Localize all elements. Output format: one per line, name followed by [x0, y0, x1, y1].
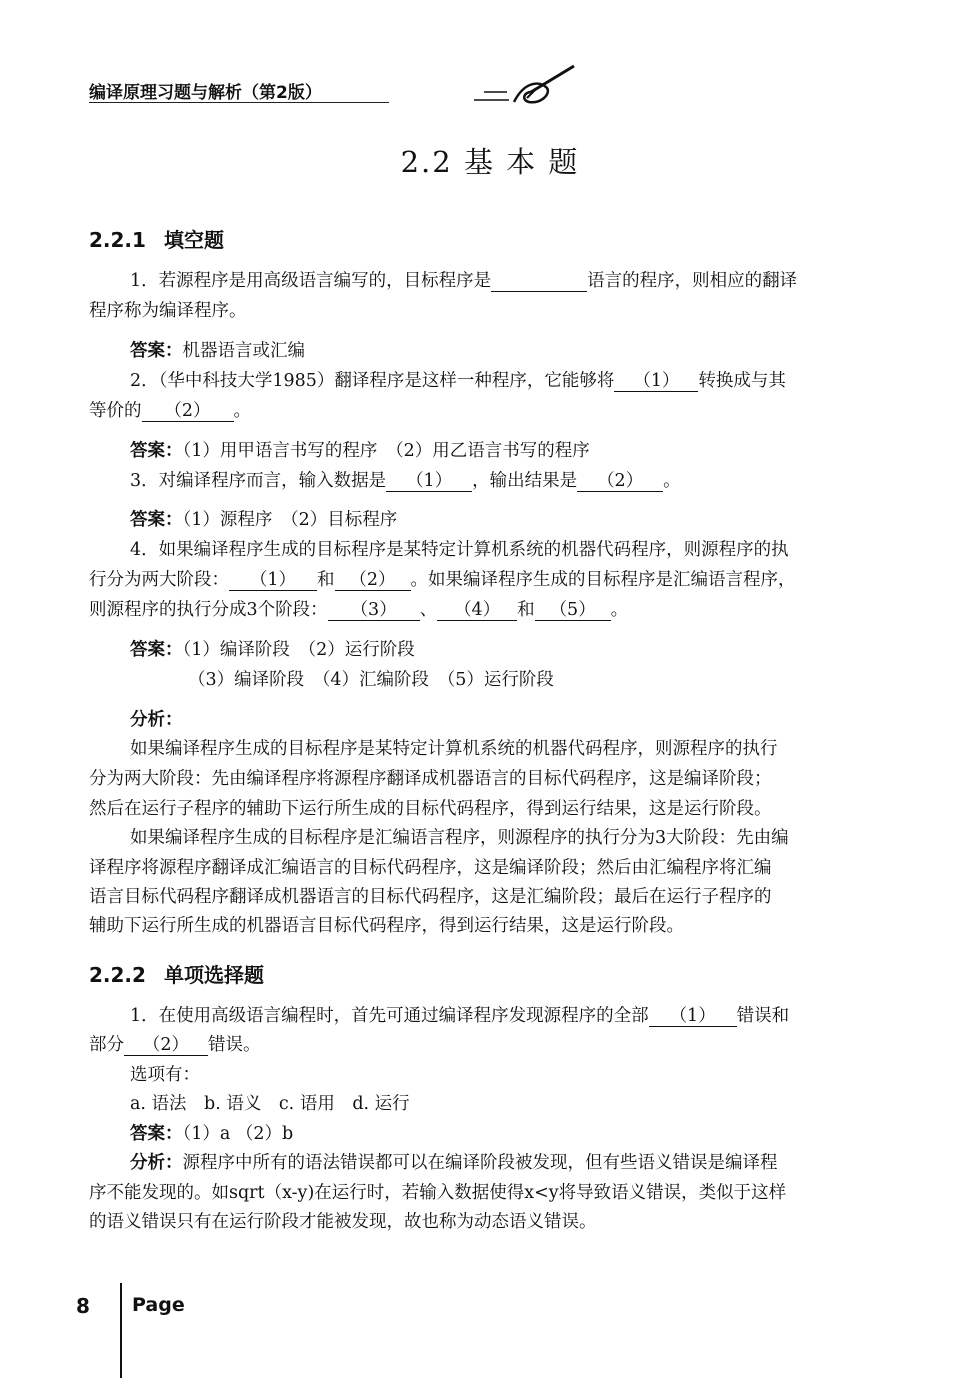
answer-text: 机器语言或汇编: [182, 341, 305, 361]
blank-1: （1）: [614, 373, 698, 392]
text: 和: [317, 570, 335, 590]
q1-line-2: 程序称为编译程序。: [89, 301, 247, 321]
pen-writing-icon: [469, 62, 579, 112]
q1-answer: [130, 343, 305, 361]
q2-line-1: [130, 373, 786, 392]
text: 、: [419, 600, 438, 620]
running-header: [89, 76, 489, 106]
q4-analysis-label: 分析：: [130, 710, 183, 730]
s1-options-label: 选项有：: [130, 1065, 200, 1085]
subsection-number: 2.2.1: [89, 228, 146, 252]
page-number: 8: [76, 1294, 90, 1318]
blank-1: （1）: [386, 473, 472, 492]
q2-line-2: [89, 403, 251, 422]
q4-analysis-line-2: 分为两大阶段：先由编译程序将源程序翻译成机器语言的目标代码程序，这是编译阶段；: [89, 769, 772, 789]
q4-answer-2: （3）编译阶段 （4）汇编阶段 （5）运行阶段: [188, 670, 554, 690]
subsection-title: 填空题: [163, 228, 224, 252]
text: 语言的程序，则相应的翻译: [587, 271, 798, 291]
text: 1．在使用高级语言编程时，首先可通过编译程序发现源程序的全部: [130, 1006, 649, 1026]
text: 错误和: [736, 1006, 790, 1026]
subsection-heading-single-choice: [89, 959, 264, 988]
text: 和: [517, 600, 535, 620]
answer-label: 答案：: [130, 1124, 183, 1144]
text: ，输出结果是: [472, 471, 578, 491]
analysis-text: 源程序中所有的语法错误都可以在编译阶段被发现，但有些语义错误是编译程: [182, 1153, 778, 1173]
q4-line-1: 4．如果编译程序生成的目标程序是某特定计算机系统的机器代码程序，则源程序的执: [130, 540, 789, 560]
q3-line-1: [130, 473, 681, 492]
q4-analysis-line-1: 如果编译程序生成的目标程序是某特定计算机系统的机器代码程序，则源程序的执行: [130, 739, 778, 759]
q4-answer-1: [130, 642, 415, 660]
blank-2: （2）: [335, 572, 411, 591]
s1-answer: [130, 1126, 293, 1144]
blank-5: （5）: [535, 602, 611, 621]
blank-2: （2）: [142, 403, 234, 422]
text: 行分为两大阶段：: [89, 570, 229, 590]
blank-2: （2）: [124, 1037, 208, 1056]
q4-analysis-line-6: 语言目标代码程序翻译成机器语言的目标代码程序，这是汇编阶段；最后在运行子程序的: [89, 887, 772, 907]
q4-line-2: [89, 572, 796, 591]
answer-text: （1）编译阶段 （2）运行阶段: [182, 640, 415, 660]
answer-text: （1）源程序 （2）目标程序: [182, 510, 398, 530]
q4-analysis-line-3: 然后在运行子程序的辅助下运行所生成的目标代码程序，得到运行结果，这是运行阶段。: [89, 799, 772, 819]
page-label: Page: [132, 1294, 185, 1316]
s1-line-2: [89, 1037, 261, 1056]
q2-answer: [130, 443, 590, 461]
answer-label: 答案：: [130, 441, 183, 461]
header-rule: [89, 102, 389, 103]
text: 则源程序的执行分成3个阶段：: [89, 600, 328, 620]
q4-analysis-line-7: 辅助下运行所生成的机器语言目标代码程序，得到运行结果，这是运行阶段。: [89, 916, 684, 936]
s1-line-1: [130, 1008, 789, 1027]
footer-divider: [120, 1283, 122, 1378]
text: 等价的: [89, 401, 142, 421]
q4-analysis-line-4: 如果编译程序生成的目标程序是汇编语言程序，则源程序的执行分为3大阶段：先由编: [130, 828, 789, 848]
section-title: 2.2 基 本 题: [400, 145, 580, 179]
s1-analysis-line-2: 序不能发现的。如sqrt（x-y)在运行时，若输入数据使得x<y将导致语义错误，类似于这样: [89, 1183, 787, 1203]
text: 。如果编译程序生成的目标程序是汇编语言程序，: [410, 570, 796, 590]
blank-2: （2）: [577, 473, 663, 492]
blank: [491, 273, 587, 292]
subsection-title: 单项选择题: [163, 963, 264, 987]
q1-line-1: [130, 273, 797, 292]
s1-analysis-line-3: 的语义错误只有在运行阶段才能被发现，故也称为动态语义错误。: [89, 1212, 597, 1232]
text: 错误。: [208, 1035, 261, 1055]
s1-options: a. 语法 b. 语义 c. 语用 d. 运行: [130, 1094, 410, 1114]
text: 2．（华中科技大学1985）翻译程序是这样一种程序，它能够将: [130, 371, 615, 391]
text: 。: [610, 600, 629, 620]
q4-line-3: [89, 602, 628, 621]
text: 部分: [89, 1035, 124, 1055]
text: 3．对编译程序而言，输入数据是: [130, 471, 387, 491]
analysis-label: 分析：: [130, 1153, 183, 1173]
text: 。: [663, 471, 681, 491]
text: 转换成与其: [698, 371, 786, 391]
q4-analysis-line-5: 译程序将源程序翻译成汇编语言的目标代码程序，这是编译阶段；然后由汇编程序将汇编: [89, 858, 772, 878]
q3-answer: [130, 512, 397, 530]
answer-label: 答案：: [130, 640, 183, 660]
blank-1: （1）: [229, 572, 317, 591]
answer-label: 答案：: [130, 510, 183, 530]
answer-text: （1）用甲语言书写的程序 （2）用乙语言书写的程序: [182, 441, 590, 461]
s1-analysis-line-1: [130, 1155, 778, 1173]
subsection-heading-fill-blank: [89, 224, 224, 253]
blank-1: （1）: [649, 1008, 737, 1027]
answer-label: 答案：: [130, 341, 183, 361]
book-title: 编译原理习题与解析（第2版）: [89, 83, 322, 103]
subsection-number: 2.2.2: [89, 963, 146, 987]
text: 。: [233, 401, 251, 421]
blank-4: （4）: [437, 602, 517, 621]
text: 1．若源程序是用高级语言编写的，目标程序是: [130, 271, 492, 291]
answer-text: （1）a （2）b: [182, 1124, 294, 1144]
blank-3: （3）: [328, 602, 420, 621]
